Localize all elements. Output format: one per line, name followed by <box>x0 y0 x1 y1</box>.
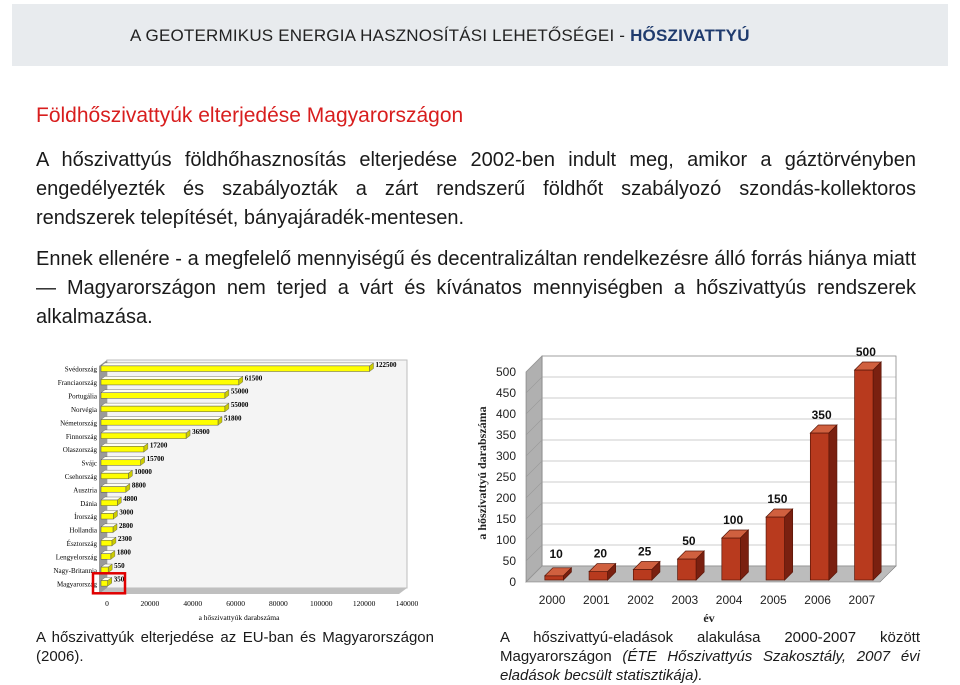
caption-right-text: A hőszivattyú-eladások alakulása 2000-2007 között Magyarországon <box>500 629 920 665</box>
bar-side <box>873 362 881 580</box>
bar-value-label: 8800 <box>131 481 146 490</box>
bar-top <box>101 363 374 366</box>
y-tick-label: 200 <box>495 491 516 505</box>
bar <box>101 527 113 533</box>
bar-side <box>829 425 837 580</box>
bar <box>101 540 112 546</box>
x-tick-label: 20000 <box>140 599 160 608</box>
bar-top <box>101 470 132 473</box>
category-label: Finnország <box>65 432 97 441</box>
bar-value-label: 350 <box>113 575 125 584</box>
caption-left: A hőszivattyúk elterjedése az EU-ban és Magyarországon (2006). <box>36 629 434 665</box>
bar <box>101 554 111 560</box>
paragraph-1: A hőszivattyús földhőhasznosítás elterjedése 2002-ben indult meg, amikor a gáztörvényben engedélyezték és szabályozták a zárt rendszerű földhőt szabályozó szondás-kollektoros rendszerek telepítését, bányajáradék-mentesen. <box>36 149 916 229</box>
y-tick-label: 500 <box>495 365 516 379</box>
x-tick-label: 2006 <box>804 593 831 607</box>
bar-value-label: 25 <box>637 544 652 559</box>
bar-top <box>101 430 190 433</box>
x-axis-label: év <box>703 611 715 625</box>
bar <box>101 379 239 385</box>
bar <box>101 473 128 479</box>
hu-sales-3d-bar-chart <box>475 340 908 630</box>
header-title-bold: HŐSZIVATTYÚ <box>630 26 750 45</box>
bar <box>101 500 117 506</box>
x-tick-label: 120000 <box>352 599 376 608</box>
category-label: Észtország <box>66 540 97 549</box>
x-tick-label: 0 <box>105 599 109 608</box>
x-tick-label: 80000 <box>269 599 288 608</box>
bar-value-label: 10000 <box>134 468 152 477</box>
page-header-title <box>130 26 750 46</box>
category-label: Olaszország <box>62 446 97 455</box>
bar-value-label: 20 <box>593 546 608 561</box>
caption-right-source: (ÉTE Hőszivattyús Szakosztály, 2007 évi eladások becsült statisztikája). <box>500 648 920 684</box>
bar-value-label: 10 <box>549 547 563 561</box>
caption-right <box>500 628 920 685</box>
paragraph-2: Ennek ellenére - a megfelelő mennyiségű és decentralizáltan rendelkezésre álló forrás hiánya miatt — Magyarországon nem terjed a várt és kívánatos mennyiségben a hőszivattyús rendszerek alkalmazása. <box>36 248 916 328</box>
bar-front <box>678 559 697 580</box>
bar-value-label: 3000 <box>119 508 134 517</box>
x-tick-label: 2004 <box>715 593 743 607</box>
floor <box>526 566 896 582</box>
bar-value-label: 2800 <box>119 521 133 530</box>
y-tick-label: 300 <box>495 449 516 463</box>
x-tick-label: 2002 <box>627 593 654 607</box>
bar-side <box>785 509 793 580</box>
bar-front <box>766 517 785 580</box>
bar-value-label: 17200 <box>149 441 168 450</box>
category-label: Portugália <box>68 392 97 401</box>
x-tick-label: 60000 <box>226 599 245 608</box>
category-label: Nagy-Britannia <box>53 566 97 575</box>
section-title: Földhőszivattyúk elterjedése Magyarországon <box>36 104 464 127</box>
bar-value-label: 51800 <box>224 414 242 423</box>
bar-value-label: 2300 <box>117 535 132 544</box>
bar-front <box>855 370 874 580</box>
bar <box>101 567 108 573</box>
bar <box>101 446 144 452</box>
category-label: Írország <box>74 513 97 522</box>
header-title-prefix: A GEOTERMIKUS ENERGIA HASZNOSÍTÁSI LEHETŐSÉGEI - <box>130 26 631 45</box>
y-axis-label: a hőszivattyú darabszáma <box>475 406 489 540</box>
category-label: Ausztria <box>73 486 97 495</box>
bar-value-label: 36900 <box>192 427 210 436</box>
bar-value-label: 500 <box>855 345 876 359</box>
category-label: Dánia <box>80 499 97 508</box>
category-label: Németország <box>60 419 97 428</box>
x-tick-label: 40000 <box>183 599 203 608</box>
bar-top <box>101 403 229 406</box>
y-tick-label: 400 <box>495 407 516 421</box>
bar-value-label: 55000 <box>230 387 249 396</box>
category-label: Svájc <box>81 459 97 468</box>
category-label: Csehország <box>64 473 97 481</box>
y-tick-label: 150 <box>495 512 516 526</box>
y-tick-label: 100 <box>495 533 516 547</box>
x-tick-label: 140000 <box>395 599 419 608</box>
bar-value-label: 122500 <box>375 360 397 369</box>
bar-value-label: 55000 <box>230 401 249 410</box>
category-label: Magyarország <box>56 580 97 589</box>
y-tick-label: 350 <box>495 428 516 442</box>
category-label: Norvégia <box>70 405 97 414</box>
bar <box>101 513 113 519</box>
category-label: Franciaország <box>57 379 97 388</box>
y-tick-label: 450 <box>495 386 516 400</box>
x-tick-label: 2003 <box>671 593 699 607</box>
bar-value-label: 100 <box>723 513 744 527</box>
x-tick-label: 100000 <box>310 599 333 608</box>
bar-front <box>810 433 829 580</box>
bar-value-label: 350 <box>811 408 832 422</box>
bar <box>101 580 108 586</box>
bar-top <box>101 390 229 393</box>
bar <box>101 406 225 412</box>
bar-top <box>101 376 243 379</box>
bar-side <box>740 530 748 580</box>
bar-top <box>101 417 222 420</box>
bar-value-label: 15700 <box>146 454 165 463</box>
bar-value-label: 150 <box>767 492 788 506</box>
bar-value-label: 550 <box>114 562 125 571</box>
bar-top <box>101 443 148 446</box>
category-label: Hollandia <box>69 526 97 535</box>
bar-front <box>633 570 652 581</box>
bar-value-label: 4800 <box>123 495 138 504</box>
bar-front <box>589 572 608 580</box>
bar-value-label: 50 <box>682 534 696 548</box>
bar <box>101 393 225 399</box>
bar-value-label: 1800 <box>116 548 131 557</box>
bar-top <box>101 457 145 460</box>
bar <box>101 460 141 466</box>
plot-floor <box>99 588 407 594</box>
bar-value-label: 61500 <box>244 374 263 383</box>
eu-heatpump-bar-chart <box>32 352 432 624</box>
bar <box>101 366 370 372</box>
x-tick-label: 2007 <box>848 593 876 607</box>
bar <box>101 433 186 439</box>
x-tick-label: 2001 <box>583 593 610 607</box>
bar <box>101 487 126 493</box>
bar-top <box>101 484 130 487</box>
bar <box>101 420 218 426</box>
x-tick-label: 2005 <box>760 593 787 607</box>
x-axis-label: a hőszivattyúk darabszáma <box>198 613 280 622</box>
y-tick-label: 0 <box>509 575 516 589</box>
category-label: Lengyelország <box>55 553 97 562</box>
y-tick-label: 250 <box>495 470 516 484</box>
bar-front <box>545 576 564 580</box>
category-label: Svédország <box>64 365 97 374</box>
y-tick-label: 50 <box>502 554 516 568</box>
bar-front <box>722 538 741 580</box>
x-tick-label: 2000 <box>538 593 566 607</box>
